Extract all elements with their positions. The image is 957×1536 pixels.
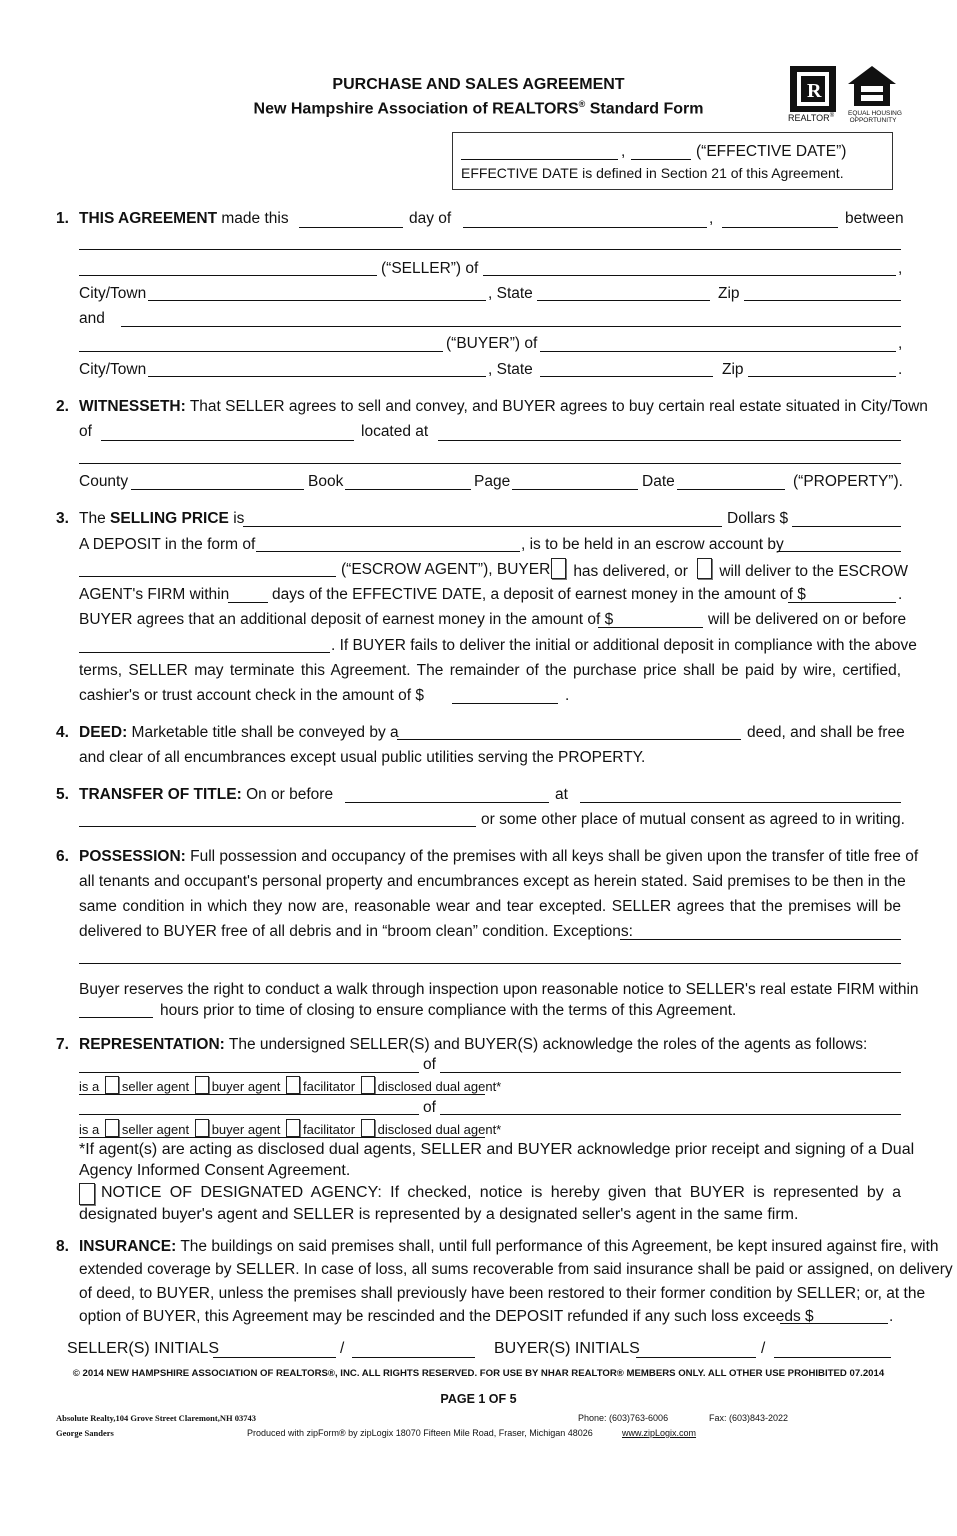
effective-date-year-field[interactable] [631, 159, 691, 160]
is-label: is [233, 510, 245, 527]
book-label: Book [308, 473, 344, 490]
agent-1-facilitator-label: facilitator [303, 1079, 356, 1094]
insurance-text-1: The buildings on said premises shall, until full performance of this Agreement, be kept insured against fire, with [180, 1238, 939, 1255]
deposit-form-label: A DEPOSIT in the form of [79, 536, 256, 553]
possession-text-1: Full possession and occupancy of the premises with all keys shall be given upon the transfer of title free of [190, 848, 919, 865]
additional-deposit-label: BUYER agrees that an additional deposit of earnest money in the amount of $ [79, 611, 614, 628]
agent-1-buyer-label: buyer agent [211, 1079, 281, 1094]
copyright-notice: © 2014 NEW HAMPSHIRE ASSOCIATION OF REALTORS®, INC. ALL RIGHTS RESERVED. FOR USE BY NHAR REALTOR® MEMBERS ONLY. ALL OTHER USE PROHIBITED 07.2014 [72, 1368, 885, 1379]
balance-amount-field[interactable] [452, 703, 558, 704]
buyer-state-label: , State [488, 361, 533, 378]
representation-line [79, 1036, 867, 1054]
section-2-text: That SELLER agrees to sell and convey, and BUYER agrees to buy certain real estate situated in City/Town [189, 398, 928, 415]
designated-agency-checkbox[interactable] [79, 1183, 95, 1205]
days-effective-label: days of the EFFECTIVE DATE, a deposit of earnest money in the amount of $ [272, 586, 806, 603]
seller-zip-label: Zip [718, 285, 740, 302]
seller-initials-field-2[interactable] [352, 1357, 475, 1358]
delivered-on-label: will be delivered on or before [708, 611, 907, 628]
possession-title: POSSESSION: [79, 848, 186, 865]
designated-agency-line-1: NOTICE OF DESIGNATED AGENCY: If checked, notice is hereby given that BUYER is represented by a [101, 1184, 901, 1201]
seller-name-field-2[interactable] [79, 275, 377, 276]
section-7-number: 7. [56, 1036, 69, 1053]
insurance-title: INSURANCE: [79, 1238, 177, 1255]
insurance-line-4: option of BUYER, this Agreement may be rescinded and the DEPOSIT refunded if any such loss exceeds $ [79, 1308, 814, 1325]
deposit-amount-period: . [898, 586, 903, 603]
selling-price-line [79, 510, 244, 528]
transfer-at-label: at [555, 786, 568, 803]
agent-2-dual-label: disclosed dual agent* [377, 1122, 502, 1137]
seller-state-field[interactable] [537, 300, 710, 301]
day-of-label: day of [409, 210, 452, 227]
agent-2-of-label: of [423, 1099, 436, 1116]
agent-2-seller-checkbox[interactable] [105, 1119, 119, 1137]
office-fax: Fax: (603)843-2022 [709, 1413, 789, 1423]
seller-of-label: (“SELLER”) of [381, 260, 479, 277]
office-phone: Phone: (603)763-6006 [578, 1413, 669, 1423]
agent-1-name-field[interactable] [79, 1072, 419, 1073]
date-field[interactable] [677, 489, 785, 490]
selling-price-title: SELLING PRICE [110, 510, 229, 527]
dollars-label: Dollars $ [727, 510, 789, 527]
transfer-date-field[interactable] [345, 802, 549, 803]
agent-1-role-underline [79, 1094, 485, 1095]
selling-price-words-field[interactable] [243, 526, 722, 527]
deposit-days-field[interactable] [228, 602, 268, 603]
equal-housing-icon [846, 64, 898, 108]
agent-2-is-a: is a [79, 1122, 100, 1137]
representation-text: The undersigned SELLER(S) and BUYER(S) acknowledge the roles of the agents as follows: [228, 1036, 868, 1053]
property-location-field-2[interactable] [79, 463, 901, 464]
between-label: between [845, 210, 904, 227]
deed-title: DEED: [79, 724, 128, 741]
county-field[interactable] [131, 489, 304, 490]
buyer-initials-field-1[interactable] [636, 1357, 756, 1358]
seller-zip-field[interactable] [744, 300, 901, 301]
buyer-initials-slash: / [761, 1340, 766, 1357]
escrow-agent-field[interactable] [79, 576, 336, 577]
selling-price-amount-field[interactable] [792, 526, 901, 527]
will-deliver-label: will deliver to the ESCROW [719, 563, 908, 580]
agent-2-firm-field[interactable] [440, 1114, 901, 1115]
cashiers-label: cashier's or trust account check in the amount of $ [79, 687, 424, 704]
section-5-number: 5. [56, 786, 69, 803]
buyer-initials-label: BUYER(S) INITIALS [494, 1340, 640, 1357]
realtor-logo-registered-mark: ® [829, 113, 835, 119]
possession-line-4: delivered to BUYER free of all debris and in “broom clean” condition. Exceptions: [79, 923, 633, 940]
terms-text: terms, SELLER may terminate this Agreement. The remainder of the purchase price shall be paid by wire, certified, [79, 662, 901, 679]
escrow-holder-field[interactable] [777, 551, 901, 552]
equal-housing-text [848, 110, 902, 124]
has-delivered-option[interactable] [549, 558, 688, 581]
agent-2-buyer-checkbox[interactable] [195, 1119, 209, 1137]
section-1-number: 1. [56, 210, 69, 227]
property-of-label: of [79, 423, 92, 440]
agent-1-seller-label: seller agent [121, 1079, 190, 1094]
effective-date-label: (“EFFECTIVE DATE”) [696, 143, 847, 160]
effective-date-box [452, 132, 893, 190]
subtitle-registered-mark: ® [578, 99, 586, 109]
agent-2-role-underline [79, 1137, 485, 1138]
property-label: (“PROPERTY”). [793, 473, 903, 490]
possession-line-1 [79, 848, 919, 866]
designated-agency-line-2: designated buyer's agent and SELLER is represented by a designated seller's agent in the same firm. [79, 1206, 799, 1223]
produced-with: Produced with zipForm® by zipLogix 18070 Fifteen Mile Road, Fraser, Michigan 48026 [247, 1428, 593, 1438]
buyer-city-field[interactable] [148, 376, 486, 377]
section-2-title: WITNESSETH: [79, 398, 186, 415]
deed-line-2: and clear of all encumbrances except usual public utilities serving the PROPERTY. [79, 749, 646, 766]
agreement-date-comma: , [709, 210, 714, 227]
possession-line-2: all tenants and occupant's personal property and encumbrances except as herein stated. Said premises to be then in the [79, 873, 906, 890]
agent-2-role-row [79, 1119, 501, 1137]
county-label: County [79, 473, 129, 490]
balance-period: . [565, 687, 570, 704]
dual-agency-note-2: Agency Informed Consent Agreement. [79, 1162, 351, 1179]
deed-line [79, 724, 399, 742]
seller-address-comma: , [898, 260, 903, 277]
will-deliver-option[interactable] [695, 558, 908, 581]
walk-through-line-1: Buyer reserves the right to conduct a walk through inspection upon reasonable notice to SELLER's real estate FIRM within [79, 981, 919, 998]
exceptions-field[interactable] [620, 939, 901, 940]
agreement-year-field[interactable] [722, 227, 838, 228]
buyer-state-field[interactable] [540, 376, 713, 377]
date-label: Date [642, 473, 675, 490]
additional-deposit-date-field[interactable] [79, 652, 330, 653]
agent-2-name-field[interactable] [79, 1114, 419, 1115]
located-at-label: located at [361, 423, 429, 440]
the-label: The [79, 510, 106, 527]
held-escrow-label: , is to be held in an escrow account by [521, 536, 784, 553]
buyer-of-label: (“BUYER”) of [446, 335, 538, 352]
walk-through-line-2: hours prior to time of closing to ensure compliance with the terms of this Agreement. [160, 1002, 737, 1019]
escrow-agent-label: (“ESCROW AGENT”), BUYER [341, 561, 551, 578]
seller-initials-field-1[interactable] [213, 1357, 336, 1358]
agents-firm-label: AGENT's FIRM within [79, 586, 230, 603]
exceptions-field-2[interactable] [79, 963, 901, 964]
agent-1-seller-checkbox[interactable] [105, 1076, 119, 1094]
section-6-number: 6. [56, 848, 69, 865]
transfer-location-field[interactable] [580, 802, 901, 803]
deposit-form-field[interactable] [256, 551, 520, 552]
buyer-address-field[interactable] [540, 351, 896, 352]
effective-date-comma: , [621, 143, 626, 160]
agent-1-buyer-checkbox[interactable] [195, 1076, 209, 1094]
section-2-line-1 [79, 398, 928, 416]
deposit-amount-field[interactable] [788, 602, 896, 603]
transfer-line [79, 786, 333, 804]
agent-1-firm-field[interactable] [440, 1072, 901, 1073]
seller-name-field[interactable] [79, 249, 901, 250]
walk-through-hours-field[interactable] [79, 1017, 153, 1018]
agreement-month-field[interactable] [463, 227, 707, 228]
page-label: Page [474, 473, 511, 490]
book-field[interactable] [345, 489, 471, 490]
section-1-line-1 [79, 210, 289, 228]
transfer-other-place: or some other place of mutual consent as agreed to in writing. [481, 811, 905, 828]
agent-1-role-row [79, 1076, 501, 1094]
and-label: and [79, 310, 105, 327]
buyer-name-field-2[interactable] [79, 351, 443, 352]
subtitle-text: New Hampshire Association of REALTORS [253, 100, 579, 118]
agent-2-seller-label: seller agent [121, 1122, 190, 1137]
section-3-number: 3. [56, 510, 69, 527]
will-deliver-checkbox[interactable] [697, 558, 712, 579]
section-1-title: THIS AGREEMENT [79, 210, 218, 227]
insurance-period: . [889, 1308, 894, 1325]
seller-city-field[interactable] [148, 300, 486, 301]
section-2-number: 2. [56, 398, 69, 415]
additional-deposit-amount-field[interactable] [598, 627, 703, 628]
subtitle-suffix: Standard Form [585, 100, 704, 118]
has-delivered-label: has delivered, or [573, 563, 688, 580]
insurance-loss-amount-field[interactable] [780, 1323, 888, 1324]
has-delivered-checkbox[interactable] [551, 558, 566, 579]
seller-state-label: , State [488, 285, 533, 302]
agent-1-facilitator-checkbox[interactable] [286, 1076, 300, 1094]
agreement-day-field[interactable] [299, 227, 403, 228]
agent-1-is-a: is a [79, 1079, 100, 1094]
seller-initials-label: SELLER(S) INITIALS [67, 1340, 220, 1357]
eho-line-1: EQUAL HOUSING [848, 110, 902, 117]
agent-2-buyer-label: buyer agent [211, 1122, 281, 1137]
realtor-logo-text [788, 113, 834, 123]
insurance-line-1 [79, 1238, 939, 1256]
realtor-logo-icon: R [790, 66, 836, 112]
agent-2-facilitator-label: facilitator [303, 1122, 356, 1137]
insurance-line-2: extended coverage by SELLER. In case of loss, all sums recoverable from said insurance shall be paid or assigned, on delivery [79, 1261, 953, 1278]
property-city-field[interactable] [101, 440, 354, 441]
agent-1-dual-label: disclosed dual agent* [377, 1079, 502, 1094]
buyer-address-comma: , [898, 335, 903, 352]
eho-line-2: OPPORTUNITY [849, 117, 897, 124]
buyer-zip-label: Zip [722, 361, 744, 378]
agent-name: George Sanders [56, 1428, 114, 1438]
buyer-name-field[interactable] [121, 326, 901, 327]
insurance-line-3: of deed, to BUYER, unless the premises shall previously have been restored to their former condition by SELLER; or, at the [79, 1285, 926, 1302]
buyer-city-label: City/Town [79, 361, 147, 378]
buyer-zip-field[interactable] [748, 376, 896, 377]
seller-initials-slash: / [340, 1340, 345, 1357]
deed-text: Marketable title shall be conveyed by a [131, 724, 399, 741]
page-number: PAGE 1 OF 5 [440, 1392, 517, 1406]
buyer-zip-period: . [898, 361, 903, 378]
agent-1-of-label: of [423, 1056, 436, 1073]
transfer-title: TRANSFER OF TITLE: [79, 786, 242, 803]
seller-city-label: City/Town [79, 285, 147, 302]
dual-agency-note-1: *If agent(s) are acting as disclosed dual agents, SELLER and BUYER acknowledge prior receipt and signing of a Dual [79, 1141, 915, 1158]
section-8-number: 8. [56, 1238, 69, 1255]
section-4-number: 4. [56, 724, 69, 741]
seller-address-field[interactable] [483, 275, 896, 276]
agent-1-dual-checkbox[interactable] [361, 1076, 375, 1094]
effective-date-month-day-field[interactable] [461, 159, 618, 160]
property-location-field[interactable] [438, 440, 901, 441]
made-this-label: made this [221, 210, 289, 227]
transfer-text: On or before [246, 786, 334, 803]
buyer-fails-text: . If BUYER fails to deliver the initial or additional deposit in compliance with the above [331, 637, 917, 654]
form-title: PURCHASE AND SALES AGREEMENT [332, 76, 625, 93]
agent-2-dual-checkbox[interactable] [361, 1119, 375, 1137]
transfer-location-field-2[interactable] [79, 826, 476, 827]
buyer-initials-field-2[interactable] [774, 1357, 891, 1358]
deed-free-label: deed, and shall be free [747, 724, 905, 741]
representation-title: REPRESENTATION: [79, 1036, 225, 1053]
page-field[interactable] [512, 489, 638, 490]
ziplogix-link[interactable]: www.zipLogix.com [622, 1428, 697, 1438]
deed-type-field[interactable] [397, 739, 741, 740]
agent-2-facilitator-checkbox[interactable] [286, 1119, 300, 1137]
office-info: Absolute Realty,104 Grove Street Claremont,NH 03743 [56, 1413, 256, 1423]
effective-date-description: EFFECTIVE DATE is defined in Section 21 of this Agreement. [461, 165, 844, 181]
possession-line-3: same condition in which they now are, reasonable wear and tear excepted. SELLER agrees that the premises will be [79, 898, 901, 915]
realtor-logo-label: REALTOR [788, 113, 830, 123]
